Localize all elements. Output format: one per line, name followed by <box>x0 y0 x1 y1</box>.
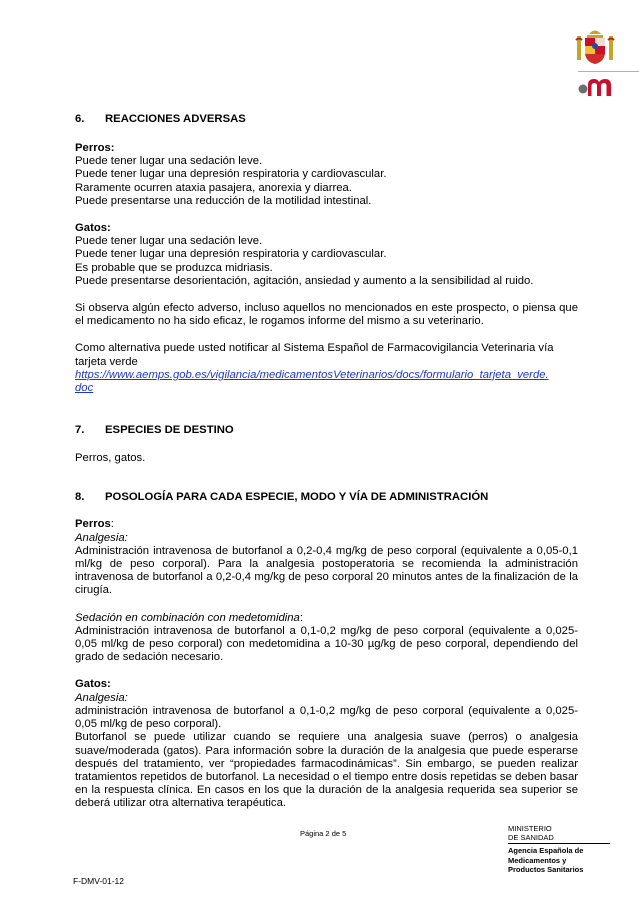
spanish-coat-of-arms-icon <box>575 28 615 66</box>
adverse-cats-line: Puede tener lugar una sedación leve. <box>75 235 263 248</box>
cats-analgesia-text: administración intravenosa de butorfanol a 0,1-0,2 mg/kg de peso corporal (equivalente a 0,025-0,05 ml/kg de peso corporal). <box>75 704 578 731</box>
sedation-label-colon: : <box>299 611 303 624</box>
adverse-cats-line: Es probable que se produzca midriasis. <box>75 261 273 274</box>
agency-line: Productos Sanitarios <box>508 864 584 874</box>
cats-heading: Gatos: <box>75 678 111 691</box>
dogs-heading-colon: : <box>110 518 114 531</box>
alternative-paragraph-end: tarjeta verde <box>75 355 138 368</box>
ministry-line: MINISTERIO <box>508 824 552 833</box>
header-rule <box>578 71 639 72</box>
section-number: 7. <box>75 424 85 437</box>
footer-rule <box>508 843 610 844</box>
green-card-form-link[interactable]: https://www.aemps.gob.es/vigilancia/medicamentosVeterinarios/docs/formulario_tarjeta_verde. <box>75 368 549 381</box>
ministry-line: DE SANIDAD <box>508 833 554 843</box>
dogs-analgesia-text: Administración intravenosa de butorfanol a 0,2-0,4 mg/kg de peso corporal (equivalente a 0,05-0,1 ml/kg de peso corporal). Para la analgesia postoperatoria se recomienda la administración intravenosa de butorfanol a 0,2-0,4 mg/kg de peso corporal 20 minutos antes de la finalización de la cirugía. <box>75 544 578 597</box>
adverse-dogs-line: Puede tener lugar una depresión respiratoria y cardiovascular. <box>75 168 387 181</box>
section-title: ESPECIES DE DESTINO <box>105 424 234 437</box>
report-paragraph: Si observa algún efecto adverso, incluso aquellos no mencionados en este prospecto, o piensa que el medicamento no ha sido eficaz, le rogamos informe del mismo a su veterinario. <box>75 302 578 328</box>
adverse-dogs-line: Puede tener lugar una sedación leve. <box>75 155 263 168</box>
sedation-label: Sedación en combinación con medetomidina <box>75 611 300 624</box>
section-title: POSOLOGÍA PARA CADA ESPECIE, MODO Y VÍA DE ADMINISTRACIÓN <box>105 491 489 504</box>
section-title: REACCIONES ADVERSAS <box>105 113 246 125</box>
adverse-cats-line: Puede tener lugar una depresión respiratoria y cardiovascular. <box>75 248 387 261</box>
aemps-logo-icon <box>578 76 614 96</box>
form-code: F-DMV-01-12 <box>73 876 125 886</box>
section-heading-adverse-reactions <box>75 113 578 126</box>
section-number: 6. <box>75 113 85 125</box>
adverse-cats-line: Puede presentarse desorientación, agitación, ansiedad y aumento a la sensibilidad al ruido. <box>75 274 534 287</box>
adverse-dogs-line: Raramente ocurren ataxia pasajera, anorexia y diarrea. <box>75 181 352 194</box>
main-content <box>75 113 578 811</box>
analgesia-label: Analgesia: <box>75 691 128 704</box>
target-species-text: Perros, gatos. <box>75 452 146 465</box>
ministry-footer <box>508 824 613 874</box>
dogs-heading: Perros: <box>75 142 115 154</box>
green-card-form-link-end[interactable]: doc <box>75 382 94 395</box>
agency-line: Medicamentos y <box>508 855 567 865</box>
section-number: 8. <box>75 491 85 504</box>
page-number: Página 2 de 5 <box>300 829 347 838</box>
adverse-dogs-line: Puede presentarse una reducción de la motilidad intestinal. <box>75 194 372 207</box>
agency-line: Agencia Española de <box>508 846 584 856</box>
cats-heading: Gatos: <box>75 222 111 235</box>
repeat-dose-text: Butorfanol se puede utilizar cuando se requiere una analgesia suave (perros) o analgesia suave/moderada (gatos). Para información sobre la duración de la analgesia que puede esperarse después del tratamiento, ver “propiedades farmacodinámicas”. Sin embargo, se pueden realizar tratamientos repetidos de butorfanol. La necesidad o el tiempo entre dosis repetidas se deben basar en la respuesta clínica. En casos en los que la duración de la analgesia requerida sea superior se deberá utilizar otra alternativa terapéutica. <box>75 731 578 810</box>
alternative-paragraph: Como alternativa puede usted notificar al Sistema Español de Farmacovigilancia Veterinaria vía <box>75 342 554 355</box>
section-heading-posology <box>75 491 578 504</box>
section-heading-target-species <box>75 424 578 437</box>
dogs-sedation-text: Administración intravenosa de butorfanol a 0,1-0,2 mg/kg de peso corporal (equivalente a 0,025-0,05 ml/kg de peso corporal) con medetomidina a 10-30 µg/kg de peso corporal, dependiendo del grado de sedación necesario. <box>75 624 578 664</box>
analgesia-label: Analgesia: <box>75 531 128 544</box>
dogs-heading: Perros <box>75 518 111 531</box>
